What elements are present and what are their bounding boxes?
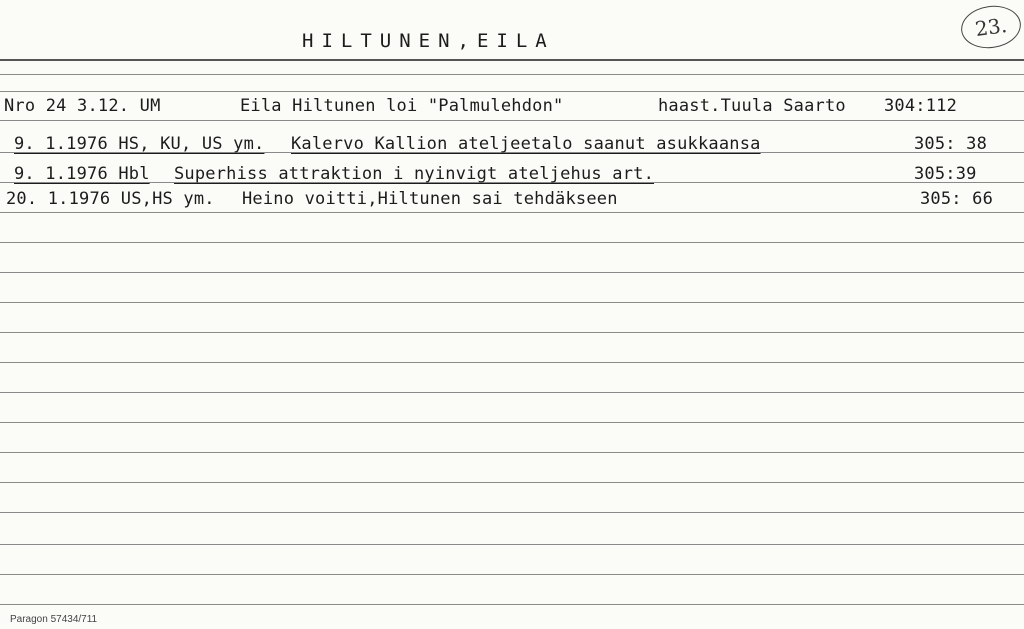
ruled-line bbox=[0, 482, 1024, 483]
ruled-line bbox=[0, 242, 1024, 243]
ruled-line bbox=[0, 574, 1024, 575]
entry-date-source: 20. 1.1976 US,HS ym. bbox=[6, 189, 215, 209]
ruled-line bbox=[0, 544, 1024, 545]
ruled-line bbox=[0, 120, 1024, 121]
card-title: HILTUNEN,EILA bbox=[302, 30, 555, 52]
ruled-line bbox=[0, 91, 1024, 92]
ruled-line bbox=[0, 212, 1024, 213]
ruled-line bbox=[0, 604, 1024, 605]
ruled-line bbox=[0, 272, 1024, 273]
ruled-line bbox=[0, 392, 1024, 393]
ruled-line bbox=[0, 332, 1024, 333]
header-number: Nro 24 3.12. UM bbox=[4, 96, 161, 116]
card-stamp-number: 23. bbox=[958, 2, 1023, 52]
entry-subject: Kalervo Kallion ateljeetalo saanut asukkaansa bbox=[291, 134, 761, 154]
entry-ref: 305:39 bbox=[914, 164, 977, 184]
header-interviewer: haast.Tuula Saarto bbox=[658, 96, 846, 116]
header-ref: 304:112 bbox=[884, 96, 958, 116]
ruled-line bbox=[0, 422, 1024, 423]
ruled-line bbox=[0, 512, 1024, 513]
entry-ref: 305: 66 bbox=[920, 189, 994, 209]
entry-date-source: 9. 1.1976 HS, KU, US ym. bbox=[14, 134, 265, 154]
ruled-line bbox=[0, 362, 1024, 363]
entry-subject: Superhiss attraktion i nyinvigt ateljehus art. bbox=[174, 164, 655, 184]
ruled-line bbox=[0, 302, 1024, 303]
entry-ref: 305: 38 bbox=[914, 134, 988, 154]
title-rule bbox=[0, 59, 1024, 61]
ruled-line bbox=[0, 74, 1024, 75]
ruled-line bbox=[0, 452, 1024, 453]
header-subject: Eila Hiltunen loi "Palmulehdon" bbox=[240, 96, 564, 116]
card-footer: Paragon 57434/711 bbox=[10, 614, 98, 625]
entry-subject: Heino voitti,Hiltunen sai tehdäkseen bbox=[242, 189, 618, 209]
entry-date-source: 9. 1.1976 Hbl bbox=[14, 164, 150, 184]
